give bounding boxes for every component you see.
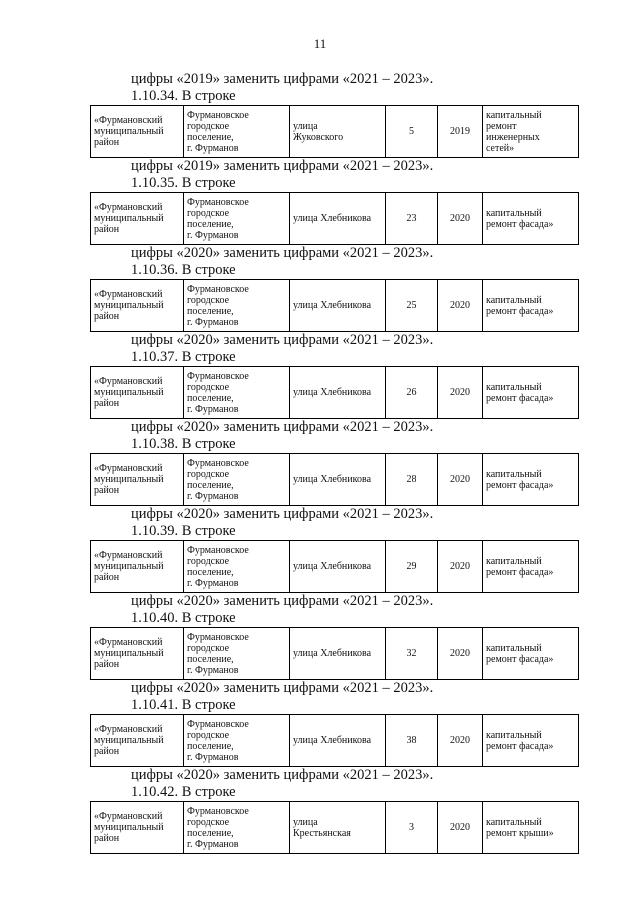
clause-reference: 1.10.42. В строке: [131, 784, 236, 800]
replacement-text: цифры «2020» заменить цифрами «2021 – 2023».: [131, 767, 434, 783]
house-number-cell: 23: [386, 193, 438, 245]
settlement-cell: Фурмановское городское поселение, г. Фурманов: [184, 106, 290, 158]
settlement-cell: Фурмановское городское поселение, г. Фурманов: [184, 541, 290, 593]
replacement-text: цифры «2020» заменить цифрами «2021 – 2023».: [131, 332, 434, 348]
municipality-cell: «Фурмановский муниципальный район: [91, 106, 184, 158]
street-cell: улица Хлебникова: [290, 193, 386, 245]
work-type-cell: капитальный ремонт фасада»: [483, 541, 579, 593]
house-number-cell: 32: [386, 628, 438, 680]
municipality-cell: «Фурмановский муниципальный район: [91, 367, 184, 419]
record-table: [90, 192, 579, 245]
table-row: [91, 715, 579, 767]
clause-reference: 1.10.38. В строке: [131, 436, 236, 452]
document-body: [0, 71, 640, 854]
record-table: [90, 453, 579, 506]
municipality-cell: «Фурмановский муниципальный район: [91, 628, 184, 680]
year-cell: 2020: [438, 802, 483, 854]
street-cell: улица Хлебникова: [290, 367, 386, 419]
street-cell: улица Хлебникова: [290, 454, 386, 506]
work-type-cell: капитальный ремонт фасада»: [483, 193, 579, 245]
work-type-cell: капитальный ремонт фасада»: [483, 715, 579, 767]
street-cell: улица Хлебникова: [290, 280, 386, 332]
table-row: [91, 367, 579, 419]
work-type-cell: капитальный ремонт фасада»: [483, 367, 579, 419]
table-row: [91, 454, 579, 506]
street-cell: улица Хлебникова: [290, 541, 386, 593]
work-type-cell: капитальный ремонт инженерных сетей»: [483, 106, 579, 158]
year-cell: 2019: [438, 106, 483, 158]
record-table: [90, 540, 579, 593]
table-row: [91, 628, 579, 680]
clause-reference: 1.10.36. В строке: [131, 262, 236, 278]
clause-reference: 1.10.37. В строке: [131, 349, 236, 365]
replacement-text: цифры «2020» заменить цифрами «2021 – 2023».: [131, 245, 434, 261]
record-table: [90, 714, 579, 767]
year-cell: 2020: [438, 715, 483, 767]
page-number: 11: [313, 36, 327, 51]
clause-reference: 1.10.39. В строке: [131, 523, 236, 539]
clause-reference: 1.10.34. В строке: [131, 88, 236, 104]
record-table: [90, 279, 579, 332]
record-table: [90, 627, 579, 680]
settlement-cell: Фурмановское городское поселение, г. Фурманов: [184, 628, 290, 680]
record-table: [90, 366, 579, 419]
municipality-cell: «Фурмановский муниципальный район: [91, 193, 184, 245]
replacement-text: цифры «2020» заменить цифрами «2021 – 2023».: [131, 506, 434, 522]
table-row: [91, 541, 579, 593]
clause-reference: 1.10.40. В строке: [131, 610, 236, 626]
house-number-cell: 26: [386, 367, 438, 419]
street-cell: улица Жуковского: [290, 106, 386, 158]
settlement-cell: Фурмановское городское поселение, г. Фурманов: [184, 802, 290, 854]
house-number-cell: 5: [386, 106, 438, 158]
year-cell: 2020: [438, 193, 483, 245]
replacement-text: цифры «2019» заменить цифрами «2021 – 2023».: [131, 158, 434, 174]
municipality-cell: «Фурмановский муниципальный район: [91, 802, 184, 854]
settlement-cell: Фурмановское городское поселение, г. Фурманов: [184, 454, 290, 506]
work-type-cell: капитальный ремонт крыши»: [483, 802, 579, 854]
work-type-cell: капитальный ремонт фасада»: [483, 454, 579, 506]
year-cell: 2020: [438, 280, 483, 332]
replacement-text: цифры «2020» заменить цифрами «2021 – 2023».: [131, 680, 434, 696]
replacement-text: цифры «2020» заменить цифрами «2021 – 2023».: [131, 419, 434, 435]
house-number-cell: 25: [386, 280, 438, 332]
work-type-cell: капитальный ремонт фасада»: [483, 280, 579, 332]
house-number-cell: 38: [386, 715, 438, 767]
record-table: [90, 801, 579, 854]
street-cell: улица Хлебникова: [290, 628, 386, 680]
house-number-cell: 29: [386, 541, 438, 593]
settlement-cell: Фурмановское городское поселение, г. Фурманов: [184, 280, 290, 332]
table-row: [91, 193, 579, 245]
settlement-cell: Фурмановское городское поселение, г. Фурманов: [184, 367, 290, 419]
year-cell: 2020: [438, 541, 483, 593]
year-cell: 2020: [438, 454, 483, 506]
municipality-cell: «Фурмановский муниципальный район: [91, 715, 184, 767]
clause-reference: 1.10.35. В строке: [131, 175, 236, 191]
table-row: [91, 280, 579, 332]
municipality-cell: «Фурмановский муниципальный район: [91, 280, 184, 332]
settlement-cell: Фурмановское городское поселение, г. Фурманов: [184, 193, 290, 245]
replacement-text: цифры «2019» заменить цифрами «2021 – 2023».: [131, 71, 434, 87]
municipality-cell: «Фурмановский муниципальный район: [91, 541, 184, 593]
street-cell: улица Хлебникова: [290, 715, 386, 767]
record-table: [90, 105, 579, 158]
clause-reference: 1.10.41. В строке: [131, 697, 236, 713]
year-cell: 2020: [438, 367, 483, 419]
replacement-text: цифры «2020» заменить цифрами «2021 – 2023».: [131, 593, 434, 609]
municipality-cell: «Фурмановский муниципальный район: [91, 454, 184, 506]
year-cell: 2020: [438, 628, 483, 680]
work-type-cell: капитальный ремонт фасада»: [483, 628, 579, 680]
street-cell: улица Крестьянская: [290, 802, 386, 854]
settlement-cell: Фурмановское городское поселение, г. Фурманов: [184, 715, 290, 767]
table-row: [91, 106, 579, 158]
house-number-cell: 28: [386, 454, 438, 506]
house-number-cell: 3: [386, 802, 438, 854]
table-row: [91, 802, 579, 854]
